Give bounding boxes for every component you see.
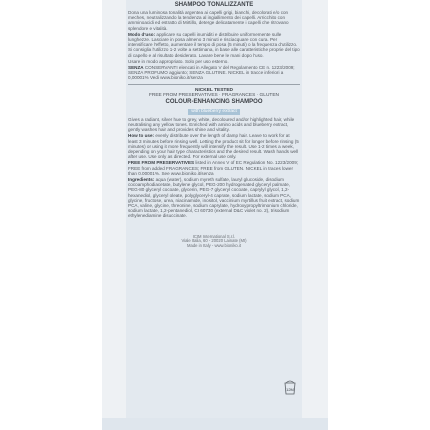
pao-label: 12M xyxy=(286,387,294,392)
italian-free-label: SENZA xyxy=(128,65,144,71)
italian-usage-label: Modo d'uso: xyxy=(128,31,156,37)
english-usage-text: evenly distribute over the length of damp hair. Leave to work for at least 3 minutes before rinsing well. Letting the product sit for longer before rinsing (5 minutes) or using it more frequently will intensify the result. Use 1-2 times a week, depending on your hair type characteristics and the desired result. Wash hands well after use. Use only as directed. For external use only. xyxy=(128,133,299,160)
background-left xyxy=(0,0,102,430)
english-usage xyxy=(128,133,300,159)
label-edge-left xyxy=(102,0,126,430)
english-free-text: listed in Annex V of EC Regulation No. 1223/2009; FREE from added FRAGRANCES; FREE from GLUTEN. NICKEL in traces lower than 0.00001%. See www.bioniko.it/senza xyxy=(128,160,299,176)
italian-usage xyxy=(128,32,300,58)
italian-caution: Usare in modo appropriato. Solo per uso esterno. xyxy=(128,58,229,64)
ingredients xyxy=(128,177,300,219)
label-edge-right xyxy=(302,0,328,430)
ingredients-label: Ingredients: xyxy=(128,177,155,183)
badge-wrap xyxy=(128,107,300,117)
free-from-line: FREE FROM PRESERVATIVES · FRAGRANCES · GLUTEN xyxy=(148,93,280,99)
english-description: Gives a radiant, silver hue to grey, white, decoloured and/or highlighted hair, while neutralising any yellow tones. Enriched with amino acids and blueberry extract, gently washes hair and provides shine and vitality. xyxy=(128,116,295,133)
english-free-from xyxy=(128,160,300,176)
english-title: COLOUR-ENHANCING SHAMPOO xyxy=(165,98,263,105)
ingredients-text: aqua (water), sodium myreth sulfate, lauryl glucoside, disodium cocoamphodiacetate, butylene glycol, PEG-200 hydrogenated glyceryl palmate, PEG-80 glyceryl cocoate, glycerin, PEG-7 glyceryl cocoate, caprylyl glycol, 1,2-hexanediol, glyceryl oleate, polyglyceryl-4 caprate, sodium lactate, sodium PCA, glycine, fructose, urea, niacinamide, inositol, vaccinium myrtillus fruit extract, sodium PCA, valine, glycine, threonine, sodium caprylate, hydroxypropyltrimonium chloride, sodium lactate, 1,2-pentanediol, CI 60730 (external D&C violet no. 2), trisodium ethylenediamine disuccinate. xyxy=(128,177,300,219)
italian-free-from xyxy=(128,65,300,81)
background-right xyxy=(328,0,430,430)
pao-jar-icon xyxy=(282,378,298,396)
label-text xyxy=(128,2,300,249)
company-name: ICIM International S.r.l. xyxy=(192,233,236,239)
italian-free-text: CONSERVANTI elencati in Allegato V del Regolamento CE n. 1223/2009; SENZA PROFUMO aggiunto; SENZA GLUTINE. NICKEL in tracce inferiori a 0,00001% Vedi www.bioniko.it/senza xyxy=(128,65,295,81)
italian-description: Dona una luminosa tonalità argentea ai capelli grigi, bianchi, decolorati e/o con meches, neutralizzando la tendenza al ingiallimento dei capelli. Arricchito con amminoacidi ed estratto di Mirtillo, deterge delicatamente i capelli che ritrovano splendore e vitalità. xyxy=(128,10,289,31)
manufacturer-footer xyxy=(128,235,300,249)
section-divider xyxy=(128,84,300,85)
english-free-label: FREE FROM PRESERVATIVES xyxy=(128,160,195,166)
company-origin: Made in Italy - www.bioniko.it xyxy=(187,243,241,249)
italian-usage-text: applicare su capelli inumiditi e distribuire uniformemente sulle lunghezze. Lasciare in posa almeno 3 minuti e risciacquare con cura. Per intensificare l'effetto, aumentare il tempo di posa (5 minuti) o la frequenza d'utilizzo. Si consiglia l'utilizzo 1-2 volte a settimana, in base alle caratteristiche proprie del tipo di capello e al risultato desiderato. Lavare bene le mani dopo l'uso. xyxy=(128,31,300,58)
italian-title: SHAMPOO TONALIZZANTE xyxy=(174,2,254,8)
label-bottom-band xyxy=(102,418,328,430)
english-usage-label: How to use: xyxy=(128,133,155,139)
company-address: Viale Italia, 60 - 20020 Lainate (MI) xyxy=(181,238,247,244)
nickel-tested: NICKEL TESTED xyxy=(194,87,234,93)
blueberry-badge: with blueberry extract xyxy=(188,109,240,115)
